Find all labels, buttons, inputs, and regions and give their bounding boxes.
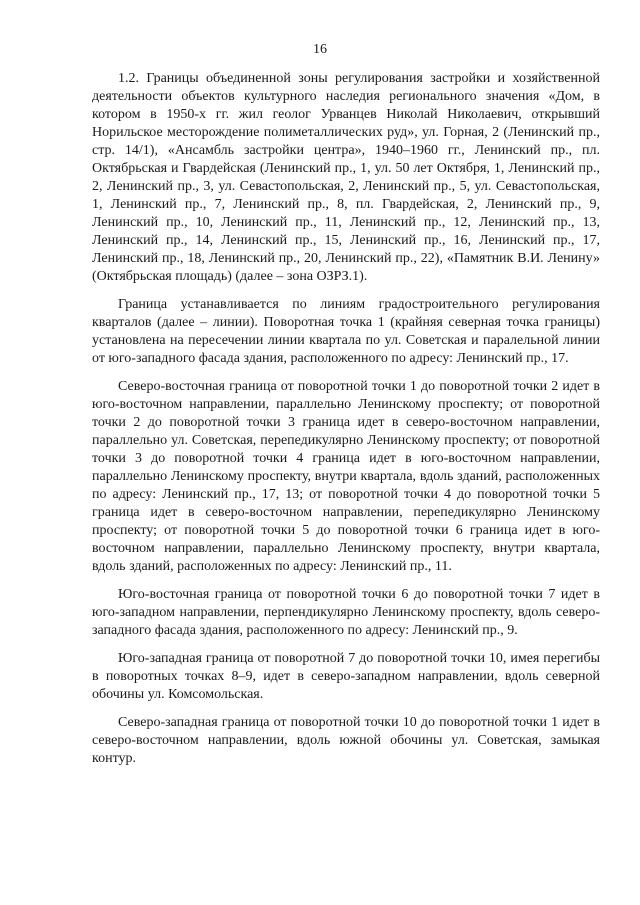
paragraph-northeast-boundary: Северо-восточная граница от поворотной точки 1 до поворотной точки 2 идет в юго-восточном направлении, параллельно Ленинскому проспекту; от поворотной точки 2 до поворотной точки 3 граница идет в северо-восточном направлении, параллельно ул. Советская, перепедикулярно Ленинскому проспекту; от поворотной точки 3 до поворотной точки 4 граница идет в юго-восточном направлении, параллельно Ленинскому проспекту, внутри квартала, вдоль зданий, расположенных по адресу: Ленинский пр., 17, 13; от поворотной точки 4 до поворотной точки 5 граница идет в северо-восточном направлении, перепедикулярно Ленинскому проспекту; от поворотной точки 5 до поворотной точки 6 граница идет в юго-восточном направлении, параллельно Ленинскому проспекту, внутри квартала, вдоль зданий, расположенных по адресу: Ленинский пр., 11. [92, 379, 600, 574]
page-number: 16 [313, 42, 327, 57]
paragraph-northwest-boundary: Северо-западная граница от поворотной точки 10 до поворотной точки 1 идет в северо-восточном направлении, вдоль южной обочины ул. Советская, замыкая контур. [92, 715, 600, 766]
document-body [92, 70, 600, 778]
paragraph-boundary-start: Граница устанавливается по линиям градостроительного регулирования кварталов (далее – линии). Поворотная точка 1 (крайняя северная точка границы) установлена на пересечении линии квартала по ул. Советская и паралельной линии от юго-западного фасада здания, расположенного по адресу: Ленинский пр., 17. [92, 297, 600, 366]
paragraph-southwest-boundary: Юго-западная граница от поворотной 7 до поворотной точки 10, имея перегибы в поворотных точках 8–9, идет в северо-западном направлении, вдоль северной обочины ул. Комсомольская. [92, 651, 600, 702]
paragraph-southeast-boundary: Юго-восточная граница от поворотной точки 6 до поворотной точки 7 идет в юго-западном направлении, перпендикулярно Ленинскому проспекту, вдоль северо-западного фасада здания, расположенного по адресу: Ленинский пр., 9. [92, 587, 600, 638]
paragraph-zone-description: 1.2. Границы объединенной зоны регулирования застройки и хозяйственной деятельности объектов культурного наследия регионального значения «Дом, в котором в 1950-х гг. жил геолог Урванцев Николай Николаевич, открывший Норильское месторождение полиметаллических руд», ул. Горная, 2 (Ленинский пр., стр. 14/1), «Ансамбль застройки центра», 1940–1960 гг., Ленинский пр., пл. Октябрьская и Гвардейская (Ленинский пр., 1, ул. 50 лет Октября, 1, Ленинский пр., 2, Ленинский пр., 3, ул. Севастопольская, 2, Ленинский пр., 5, ул. Севастопольская, 1, Ленинский пр., 7, Ленинский пр., 8, пл. Гвардейская, 2, Ленинский пр., 9, Ленинский пр., 10, Ленинский пр., 11, Ленинский пр., 12, Ленинский пр., 13, Ленинский пр., 14, Ленинский пр., 15, Ленинский пр., 16, Ленинский пр., 17, Ленинский пр., 18, Ленинский пр., 20, Ленинский пр., 22), «Памятник В.И. Ленину» (Октябрьская площадь) (далее – зона ОЗРЗ.1). [92, 71, 600, 284]
